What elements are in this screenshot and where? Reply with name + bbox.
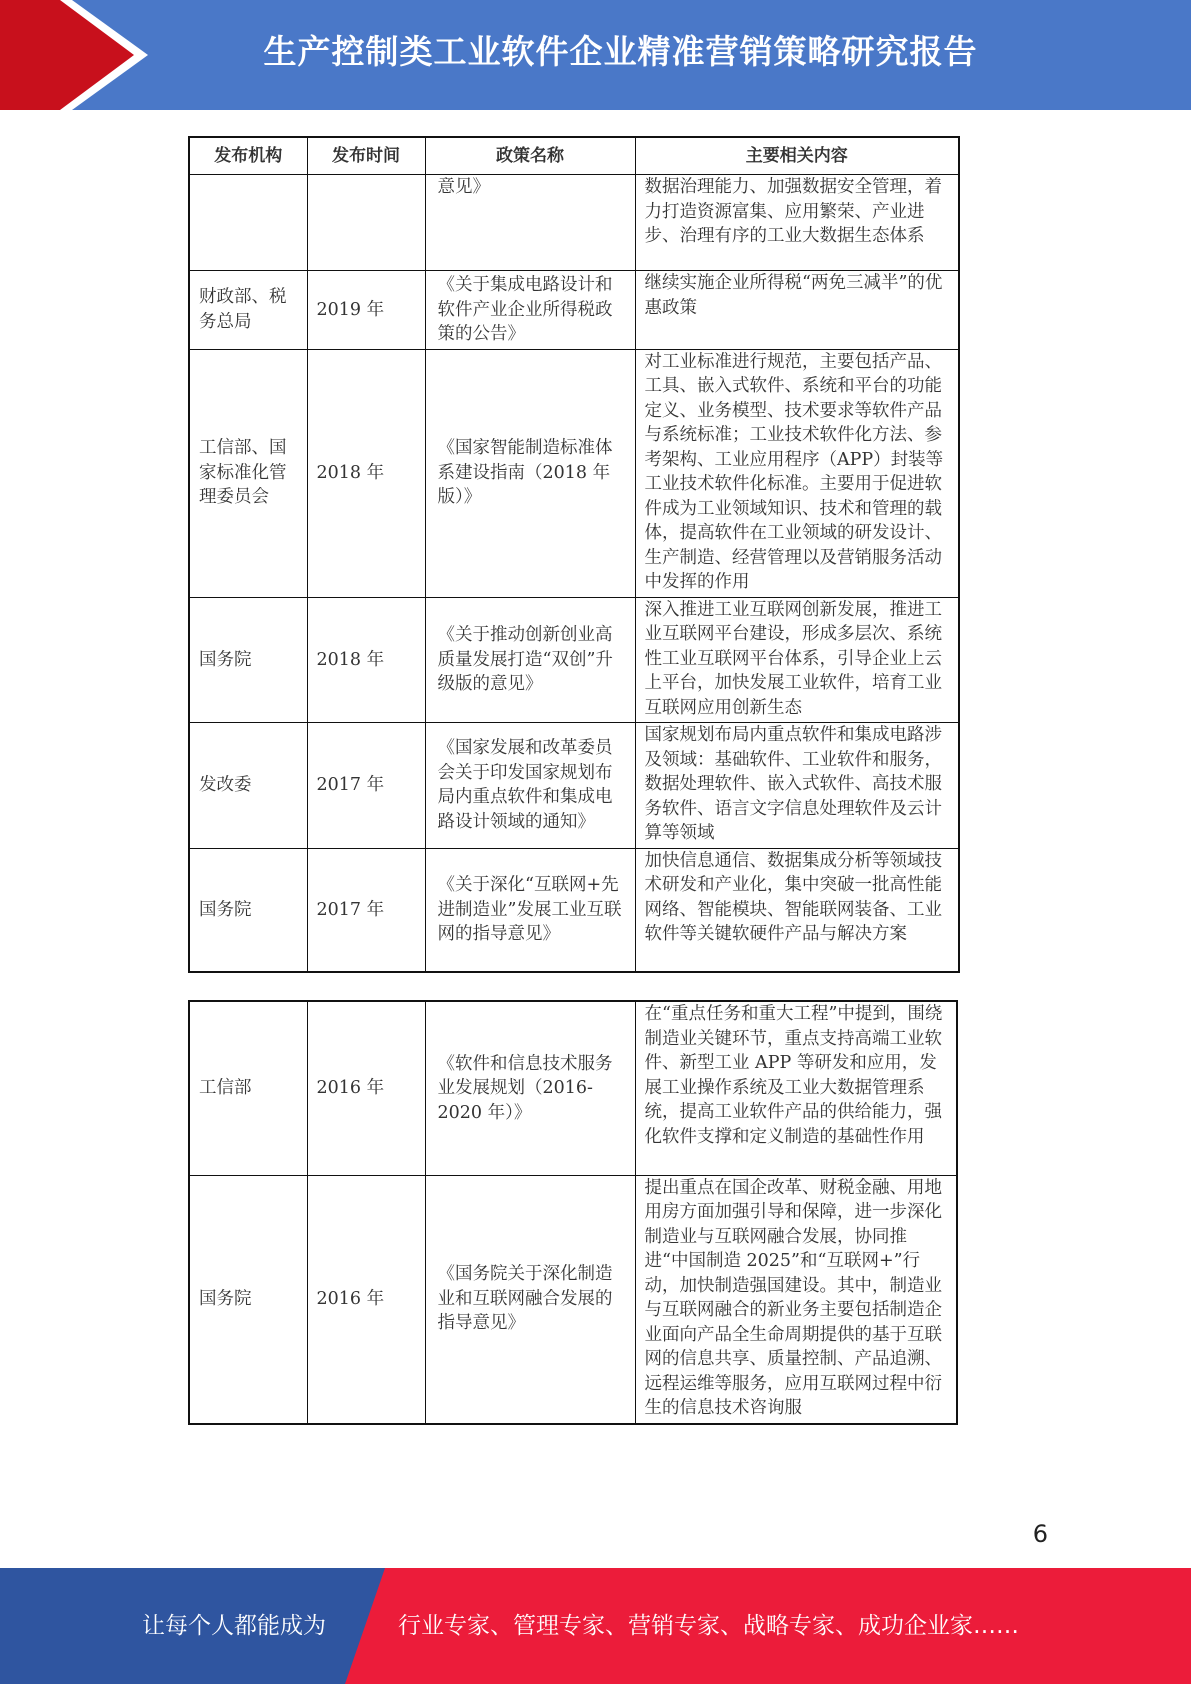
year-cell: 2018 年 [307,597,425,723]
column-header-org: 发布机构 [189,137,307,175]
org-cell: 国务院 [189,848,307,972]
table-row [189,349,959,597]
org-cell: 国务院 [189,597,307,723]
table-row [189,597,959,723]
org-cell: 国务院 [189,1175,307,1424]
content-cell: 在“重点任务和重大工程”中提到，围绕制造业关键环节，重点支持高端工业软件、新型工业 APP 等研发和应用，发展工业操作系统及工业大数据管理系统，提高工业软件产品的供给能力，强化软件支撑和定义制造的基础性作用 [635,1001,957,1175]
policy-table [188,136,960,973]
footer-slogan-right: 行业专家、管理专家、营销专家、战略专家、成功企业家…… [398,1613,1019,1639]
policy-name-cell: 《国务院关于深化制造业和互联网融合发展的指导意见》 [425,1175,635,1424]
year-cell: 2016 年 [307,1001,425,1175]
year-cell: 2017 年 [307,848,425,972]
column-header-content: 主要相关内容 [635,137,959,175]
policy-name-cell: 《关于推动创新创业高质量发展打造“双创”升级版的意见》 [425,597,635,723]
table-header-row [189,137,959,175]
policy-name-cell: 《软件和信息技术服务业发展规划（2016-2020 年）》 [425,1001,635,1175]
policy-table-continued [188,1000,958,1425]
policy-name-cell: 《关于深化“互联网+先进制造业”发展工业互联网的指导意见》 [425,848,635,972]
content-cell: 对工业标准进行规范，主要包括产品、工具、嵌入式软件、系统和平台的功能定义、业务模型、技术要求等软件产品与系统标准；工业技术软件化方法、参考架构、工业应用程序（APP）封装等工业技术软件化标准。主要用于促进软件成为工业领域知识、技术和管理的载体，提高软件在工业领域的研发设计、生产制造、经营管理以及营销服务活动中发挥的作用 [635,349,959,597]
content-cell: 国家规划布局内重点软件和集成电路涉及领域：基础软件、工业软件和服务，数据处理软件、嵌入式软件、高技术服务软件、语言文字信息处理软件及云计算等领域 [635,723,959,849]
table-row [189,848,959,972]
content-cell: 深入推进工业互联网创新发展，推进工业互联网平台建设，形成多层次、系统性工业互联网平台体系，引导企业上云上平台，加快发展工业软件，培育工业互联网应用创新生态 [635,597,959,723]
column-header-policy-name: 政策名称 [425,137,635,175]
org-cell: 财政部、税务总局 [189,271,307,350]
table-row [189,271,959,350]
year-cell: 2018 年 [307,349,425,597]
org-cell: 发改委 [189,723,307,849]
content-cell: 继续实施企业所得税“两免三减半”的优惠政策 [635,271,959,350]
org-cell [189,175,307,271]
table-row [189,723,959,849]
table-row [189,175,959,271]
page-number: 6 [1032,1520,1048,1548]
policy-name-cell: 意见》 [425,175,635,271]
policy-name-cell: 《关于集成电路设计和软件产业企业所得税政策的公告》 [425,271,635,350]
column-header-date: 发布时间 [307,137,425,175]
content-cell: 提出重点在国企改革、财税金融、用地用房方面加强引导和保障，进一步深化制造业与互联网融合发展，协同推进“中国制造 2025”和“互联网+”行动，加快制造强国建设。其中，制造业与互联网融合的新业务主要包括制造企业面向产品全生命周期提供的基于互联网的信息共享、质量控制、产品追溯、远程运维等服务，应用互联网过程中衍生的信息技术咨询服 [635,1175,957,1424]
content-cell: 数据治理能力、加强数据安全管理，着力打造资源富集、应用繁荣、产业进步、治理有序的工业大数据生态体系 [635,175,959,271]
org-cell: 工信部、国家标准化管理委员会 [189,349,307,597]
year-cell: 2016 年 [307,1175,425,1424]
policy-name-cell: 《国家发展和改革委员会关于印发国家规划布局内重点软件和集成电路设计领域的通知》 [425,723,635,849]
content-cell: 加快信息通信、数据集成分析等领域技术研发和产业化，集中突破一批高性能网络、智能模块、智能联网装备、工业软件等关键软硬件产品与解决方案 [635,848,959,972]
page-footer [0,1568,1191,1684]
year-cell: 2019 年 [307,271,425,350]
page-header [0,0,1191,110]
year-cell [307,175,425,271]
footer-slogan-left: 让每个人都能成为 [142,1613,326,1639]
table-row [189,1175,957,1424]
table-row [189,1001,957,1175]
org-cell: 工信部 [189,1001,307,1175]
year-cell: 2017 年 [307,723,425,849]
policy-name-cell: 《国家智能制造标准体系建设指南（2018 年版）》 [425,349,635,597]
report-title: 生产控制类工业软件企业精准营销策略研究报告 [263,32,978,71]
